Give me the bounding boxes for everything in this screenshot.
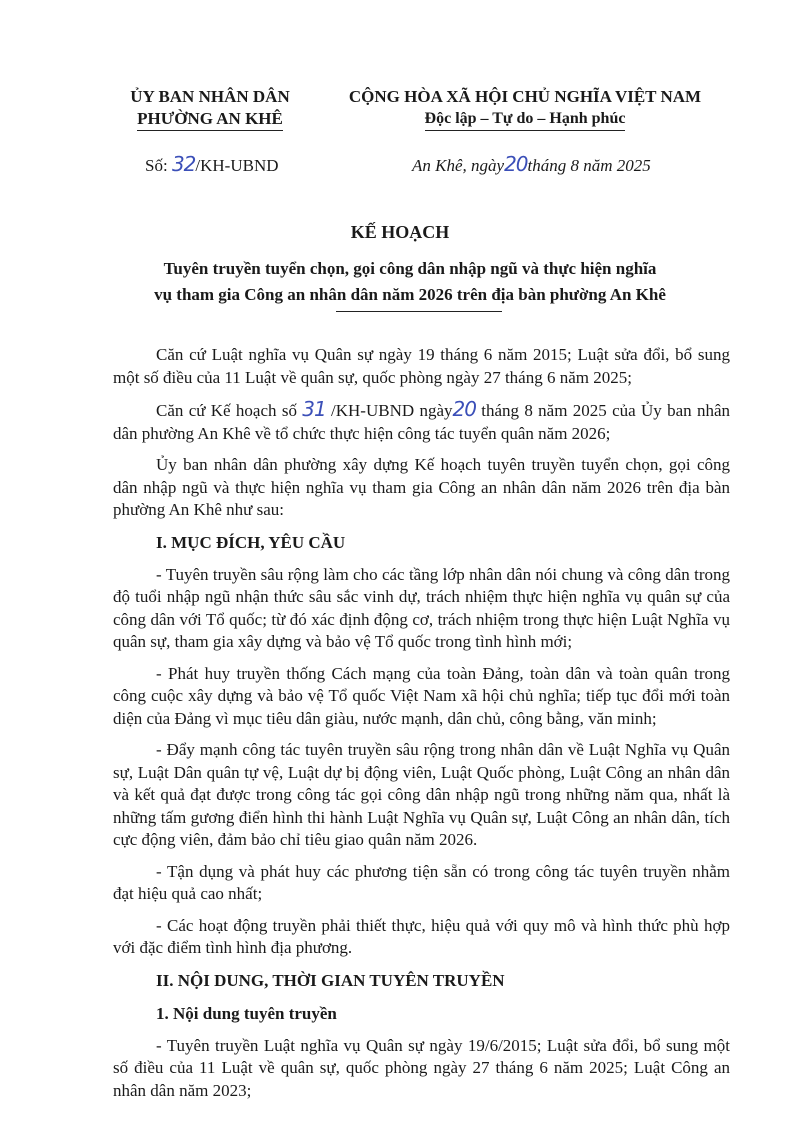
- authority-line-2: [120, 108, 300, 131]
- intro-paragraph: Ủy ban nhân dân phường xây dựng Kế hoạch tuyên truyền tuyển chọn, gọi công dân nhập ngũ và thực hiện nghĩa vụ tham gia Công an nhân dân năm 2026 trên địa bàn phường An Khê như sau:: [113, 455, 730, 519]
- doc-number-handwritten: 32: [171, 152, 196, 176]
- legal-basis-2: [113, 398, 730, 445]
- national-motto: [330, 108, 720, 131]
- document-title: KẾ HOẠCH: [350, 222, 450, 242]
- section-1-item-3: - Đẩy mạnh công tác tuyên truyền sâu rộng trong nhân dân về Luật Nghĩa vụ Quân sự, Luật Dân quân tự vệ, Luật dự bị động viên, Luật Quốc phòng, Luật Công an nhân dân và kết quả đạt được trong công tác gọi công dân nhập ngũ trong những năm qua, nhất là những tấm gương điển hình thi hành Luật Nghĩa vụ Quân sự, Luật Công an nhân dân, tích cực động viên, đảm bảo chỉ tiêu giao quân năm 2026.: [113, 740, 730, 849]
- national-motto-text: Độc lập – Tự do – Hạnh phúc: [425, 108, 626, 131]
- section-1-item-5: - Các hoạt động truyền phải thiết thực, hiệu quả với quy mô và hình thức phù hợp với đặc điểm tình hình địa phương.: [113, 915, 730, 957]
- subtitle-underline: [336, 311, 502, 312]
- doc-number-prefix: Số:: [145, 156, 172, 175]
- plan-number-handwritten: 31: [302, 397, 326, 421]
- section-1-heading: I. MỤC ĐÍCH, YÊU CẦU: [156, 532, 346, 552]
- section-2-item-1: - Tuyên truyền Luật nghĩa vụ Quân sự ngày 19/6/2015; Luật sửa đổi, bổ sung một số điều của 11 Luật về quân sự, quốc phòng ngày 27 tháng 6 năm 2025; Luật Công an nhân dân năm 2023;: [113, 1035, 730, 1100]
- section-1-item-4: - Tận dụng và phát huy các phương tiện sẵn có trong công tác tuyên truyền nhằm đạt hiệu quả cao nhất;: [113, 861, 730, 903]
- national-name: CỘNG HÒA XÃ HỘI CHỦ NGHĨA VIỆT NAM: [348, 87, 702, 106]
- legal-basis-2-text-c: tháng 8 năm 2025 của Ủy ban nhân dân phường An Khê về tổ chức thực hiện công tác tuyển quân năm 2026;: [113, 401, 730, 443]
- legal-basis-1: Căn cứ Luật nghĩa vụ Quân sự ngày 19 tháng 6 năm 2015; Luật sửa đổi, bổ sung một số điều của 11 Luật về quân sự, quốc phòng ngày 27 tháng 6 năm 2025;: [113, 345, 730, 387]
- document-body: [113, 344, 730, 1111]
- authority-line-2-text: PHƯỜNG AN KHÊ: [137, 108, 283, 131]
- section-1-item-1: - Tuyên truyền sâu rộng làm cho các tầng lớp nhân dân nói chung và công dân trong độ tuổi nhập ngũ nhận thức sâu sắc vinh dự, trách nhiệm thực hiện nghĩa vụ quân sự của công dân với Tổ quốc; từ đó xác định động cơ, trách nhiệm trong thực hiện Luật Nghĩa vụ quân sự, tham gia xây dựng và bảo vệ Tổ quốc trong tình hình mới;: [113, 564, 730, 651]
- issuing-authority: [120, 86, 300, 131]
- date-handwritten-day: 20: [504, 152, 528, 176]
- subtitle-line-2: vụ tham gia Công an nhân dân năm 2026 trên địa bàn phường An Khê: [154, 285, 666, 304]
- section-1-item-2: - Phát huy truyền thống Cách mạng của toàn Đảng, toàn dân và toàn quân trong công cuộc xây dựng và bảo vệ Tổ quốc Việt Nam xã hội chủ nghĩa; tiếp tục đổi mới toàn diện của Đảng vì mục tiêu dân giàu, nước mạnh, dân chủ, công bằng, văn minh;: [113, 663, 730, 728]
- section-2-1-heading: 1. Nội dung tuyên truyền: [156, 1003, 337, 1023]
- doc-number-suffix: /KH-UBND: [195, 156, 279, 175]
- document-number: [145, 152, 279, 176]
- document-date: [412, 152, 651, 176]
- subtitle-line-1: Tuyên truyền tuyển chọn, gọi công dân nhập ngũ và thực hiện nghĩa: [163, 259, 657, 278]
- document-subtitle: [110, 256, 710, 308]
- date-prefix: An Khê, ngày: [412, 156, 505, 175]
- national-heading: [330, 86, 720, 131]
- legal-basis-2-text-a: Căn cứ Kế hoạch số: [156, 401, 303, 420]
- legal-basis-2-text-b: /KH-UBND ngày: [325, 401, 453, 420]
- authority-line-1: ỦY BAN NHÂN DÂN: [130, 87, 290, 106]
- plan-day-handwritten: 20: [452, 397, 476, 421]
- section-2-heading: II. NỘI DUNG, THỜI GIAN TUYÊN TRUYỀN: [156, 970, 505, 990]
- date-suffix: tháng 8 năm 2025: [527, 156, 651, 175]
